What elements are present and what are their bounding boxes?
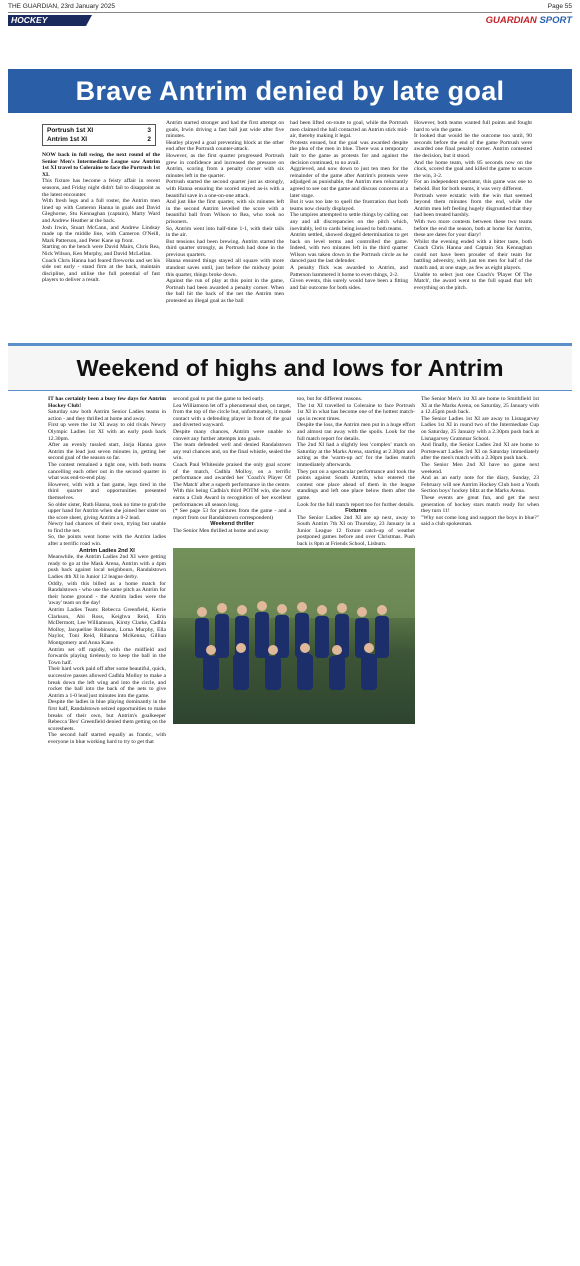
paragraph: This fixture has become a feisty affair in recent seasons, and Friday night didn't fail to disappoint as the latest encounter. — [42, 178, 160, 198]
paragraph: For an independent spectator, this game was one to behold. But for both teams, it was very different. — [414, 179, 532, 192]
paragraph: Coach Chris Hanna had feared fireworks and set his side out early - stand firm at the back, maintain discipline, and utilise the full potential of fast players to deliver a result. — [42, 257, 160, 284]
paragraph: However, as the first quarter progressed Portrush grew in confidence and increased the pressure on Antrim, scoring from a penalty corner with six minutes left in the quarter. — [166, 152, 284, 179]
scoreline-box — [42, 124, 156, 146]
paragraph: But it was too late to quell the frustration that both teams now clearly displayed. — [290, 199, 408, 212]
paragraph: second goal to put the game to bed early. — [173, 396, 265, 402]
subheading: Weekend thriller — [210, 521, 254, 528]
score-row-home — [47, 127, 151, 136]
paragraph: Coach Paul Whiteside praised the only goal scorer of the match, Cadhla Molloy, on a terrific performance and awarded her 'Coach's Player Of The Match' after a superb performance in the centre. — [173, 461, 291, 488]
headline-2: Weekend of highs and lows for Antrim — [8, 343, 572, 391]
story2-column-2 — [173, 396, 291, 546]
paragraph: Oddly, with this billed as a home match for Randalstown - who use the same pitch as Antrim for their home ground - the Antrim ladies were the 'away' team on the day! — [48, 580, 166, 607]
section-bar — [8, 12, 572, 26]
paragraph: Antrim set off rapidly, with the midfield and forwards playing tirelessly to keep the ball in the Town half. — [48, 646, 166, 666]
story2-column-1 — [48, 396, 166, 745]
paragraph: had been lifted on-route to goal, while the Portrush men claimed the ball contacted an Antrim stick mid-air, thereby making it legal. — [290, 120, 408, 140]
paper-date: THE GUARDIAN, 23rd January 2025 — [8, 3, 115, 10]
team-photo-figures — [173, 548, 415, 724]
story1-column-1 — [42, 152, 160, 338]
paragraph: The second half started equally as frantic, with everyone in blue working hard to try to get that — [48, 732, 166, 745]
paragraph: The Senior Men's 1st XI are home to Smithfield 1st XI at the Marks Arena, on Saturday, 25 January with a 12.45pm push back. — [421, 396, 539, 416]
paragraph: And the home team, with 85 seconds now on the clock, scored the goal and killed the game to secure the win, 3-2. — [414, 159, 532, 179]
paragraph: However, both teams wanted full points and fought hard to win the game. — [414, 120, 532, 133]
paragraph: The contest remained a tight one, with both teams cancelling each other out in the second quarter in what was end-to-end play. — [48, 461, 166, 482]
paragraph: Whilst the evening ended with a bitter taste, both Coach Chris Hanna and Captain Stu Kennaghan could not have been prouder of their team for battling adversity, with just ten men for half of the match and, at one stage, as few as eight players. — [414, 238, 532, 272]
paragraph: But tensions had been brewing. Antrim started the third quarter strongly, as Portrush had done in the previous quarters. — [166, 238, 284, 258]
paragraph: (* See page 53 for pictures from the game - and a report from our Randalstown correspondent) — [173, 508, 291, 521]
score-row-away — [47, 136, 151, 145]
paragraph: Against the run of play at this point in the game, Portrush had been awarded a penalty corner. When the ball hit the back of the net the Antrim men protested an illegal goal as the ball — [166, 278, 284, 305]
paragraph: Portrush started the second quarter just as strongly, with Hanna ensuring the scored stayed as-is with a beautiful save in a one-on-one attack. — [166, 179, 284, 199]
paragraph: Hanna ensured things stayed all square with more standout saves until, just before the midway point this quarter, things broke down. — [166, 258, 284, 278]
paragraph: Look for the full match report too for further details. — [297, 501, 415, 508]
paragraph: The Senior Men 2nd XI have no game next weekend. — [421, 461, 539, 475]
team-photo — [173, 548, 415, 1266]
paragraph: With fresh legs and a full roster, the Antrim men lined up with Cameron Hanna in goals and David Gleghorne, Stu Kennaghan (captain), Marty Ward and Andrew Heather at the back. — [42, 198, 160, 224]
paragraph: They put on a spectacular performance and took the points against South Antrim, who entered the contest one place ahead of them in the league standings and left one place below them after the game. — [297, 468, 415, 501]
paragraph: Portrush were ecstatic with the win that seemed beyond them minutes from the end, while the Antrim men left feeling hugely disgruntled that they had been treated harshly. — [414, 192, 532, 219]
brand-guardian: GUARDIAN — [485, 15, 537, 26]
score-team: Antrim 1st XI — [47, 135, 88, 143]
paragraph: Antrim started stronger and had the first attempt on goals, Irwin driving a fast ball just wide after five minutes. — [166, 120, 284, 140]
section-tag: HOCKEY — [8, 15, 86, 26]
subheading: Antrim Ladies 2nd XI — [79, 547, 135, 554]
paragraph: Newry had chances of their own, trying but unable to find the net. — [48, 521, 166, 534]
paragraph: However, with with a fast game, legs tired in the third quarter and opportunities presented themselves. — [48, 481, 166, 501]
brand-logo — [486, 15, 572, 26]
story1-column-3 — [290, 120, 408, 338]
paragraph: It looked that would be the outcome too until, 90 seconds before the end of the game Portrush were awarded one final penalty corner. Antrim contested the decision, but it stood. — [414, 133, 532, 159]
paragraph: Meanwhile, the Antrim Ladies 2nd XI were getting ready to go at the Mask Arena, Antrim with a 4pm push back against local neighbours, Randalstown Ladies 4th XI in Junior 12 league derby. — [48, 554, 166, 581]
paragraph: Heatley played a goal preventing block at the other end after the Portrush counter-attack. — [166, 139, 284, 153]
paragraph: So older sister, Ruth Hanna, took no time to grab the upper hand for Antrim when she joined her sister on the score sheet, giving Antrim a 0-2 lead. — [48, 501, 166, 521]
paragraph: Unable to select just one Coach's 'Player Of The Match', the award went to the full squad that left everything on the pitch. — [414, 271, 532, 291]
paragraph: Antrim settled, showed dogged determination to get back on level terms and controlled the game. Indeed, with two minutes left in the third quarter Wilson was taken down in the Portrush circle as he danced past the last defender. — [290, 232, 408, 265]
paragraph: So, the points went home with the Antrim ladies after a terrific road win. — [48, 534, 166, 548]
page-header — [8, 3, 572, 12]
score-value: 3 — [147, 127, 151, 134]
paragraph: The Senior Men thrilled at home and away — [173, 527, 269, 534]
paragraph: Lea Williamson let off a phenomenal shot, on target, from the top of the circle but, unfortunately, it made contact with a defending player in front of the goal and diverted wayward. — [173, 402, 291, 429]
paragraph: Protests ensued, but the goal was awarded despite the plea of the men in blue. There was a temporary halt to the game as protests for and against the decision continued, to no avail. — [290, 139, 408, 166]
paragraph: Saturday saw both Antrim Senior Ladies teams in action - and they thrilled at home and away. — [48, 409, 166, 422]
paragraph: The 1st XI travelled to Coleraine to face Portrush 1st XI in what has become one of the hottest match-ups in recent times. — [297, 402, 415, 422]
paragraph: After an evenly tussled start, Jorja Hanna gave Antrim the lead just seven minutes in, getting her second goal of the season so far. — [48, 442, 166, 462]
paragraph: First up were the 1st XI away to old rivals Newry Olympic Ladies 1st XI with an early push back 12.30pm. — [48, 422, 166, 442]
paragraph: The 2nd XI had a slightly less 'complex' match on Saturday at the Marks Arena, starting at 2.30pm and acting as the 'warm-up act' for the ladies match immediately afterwards. — [297, 442, 415, 468]
brand-sport: SPORT — [539, 15, 572, 26]
score-team: Portrush 1st XI — [47, 127, 94, 134]
paragraph: And finally, the Senior Ladies 2nd XI are home to Portstewart Ladies 3rd XI on Saturday immediately after the men's match with a 2.30pm push back. — [421, 442, 539, 462]
paragraph: Given events, this surely would have been a fitting and fair outcome for both sides. — [290, 278, 408, 291]
paragraph: A penalty flick was awarded to Antrim, and Patterson hammered it home to even things, 2-2. — [290, 265, 408, 278]
paragraph: Despite the ladies in blue playing dominantly in the first half, Randalstown seized opportunities to make breaks of their own, but Antrim's goalkeeper Rebecca 'Bex' Greenfield denied them getting on the scoresheets. — [48, 699, 166, 732]
paragraph: "Why not come long and support the boys in blue?" said a club spokesman. — [421, 514, 539, 528]
story1-column-4 — [414, 120, 532, 338]
subheading: Fixtures — [345, 508, 367, 515]
paragraph: Despite many chances, Antrim were unable to convert any further attempts into goals. — [173, 428, 291, 442]
paragraph: The umpires attempted to settle things by calling out any and all discrepancies on the pitch which, inevitably, led to cards being issued to both teams. — [290, 212, 408, 232]
paragraph: Aggrieved, and now down to just ten men for the remainder of the game after Antrim's protests were adjudged as punishable, the Antrim men reluctantly agreed to see out the game and discuss concerns at a later stage. — [290, 166, 408, 199]
paragraph: Josh Irwin, Stuart McCann, and Andrew Lindsay made up the middle line, with Cameron O'Neill, Mark Patterson, and Peter Kane up front. — [42, 224, 160, 244]
story1-column-2 — [166, 120, 284, 338]
paragraph: And just like the first quarter, with six minutes left in the second Antrim levelled the score with a beautiful ball from Wilson to Rea, who took no prisoners. — [166, 199, 284, 225]
paragraph: The Senior Ladies 1st XI are away to Lisnagarvey Ladies 1st XI in round two of the Intermediate Cup on Saturday, 25 January with a 2.30pm push back at Lisnagarvey Grammar School. — [421, 415, 539, 442]
story2-column-4 — [421, 396, 539, 546]
paragraph: Antrim Ladies Team: Rebecca Greenfield, Kerrie Clarkson, Abi Ross, Keighva Reid, Erin McDermott, Lee Williamson, Kirsty Clarke, Cadhla Molloy, Jacqueline Robinson, Lorna Murphy, Ella Naylor, Toni Reid, Rihanna McKenna, Gillian Montgomery and Anna Kane. — [48, 607, 166, 646]
headline-1: Brave Antrim denied by late goal — [8, 69, 572, 113]
paragraph: So, Antrim went into half-time 1-1, with their tails in the air. — [166, 225, 284, 239]
paragraph: Starting on the bench were David Mairs, Chris Rea, Nick Wilson, Ken Murphy, and David McLellan. — [42, 244, 160, 257]
photo-caption: Antrim 2nd XI celebrate win over Randalstown. — [185, 1260, 310, 1266]
story2-column-3 — [297, 396, 415, 546]
paragraph: And as an early note for the diary, Sunday, 23 February will see Antrim Hockey Club host a Youth Section boys' hockey blitz at the Marks Arena. — [421, 475, 539, 495]
paragraph: NOW back in full swing, the next round of the Senior Men's Intermediate League saw Antrim 1st XI travel to Coleraine to face the Portrush 1st XI. — [42, 152, 160, 178]
page-number: Page 55 — [547, 3, 572, 10]
paragraph: The Senior Ladies 2nd XI are up next, away to South Antrim 7th XI on Thursday, 23 January in a Junior League 12 fixture catch-up of weather postponed games before and over Christmas. Push back is 8pm at Friends School, Lisburn. — [297, 514, 415, 548]
paragraph: too, but for different reasons. — [297, 396, 363, 402]
paragraph: The team defended well and denied Randalstown any real chances and, on the final whistle, sealed the win. — [173, 442, 291, 462]
paragraph: With this being Cadhla's third POTM win, she now earns a Club Award in recognition of her excellent performances all season long. — [173, 488, 291, 508]
paragraph: Their hard work paid off after some beautiful, quick, successive passes allowed Cadhla Molloy to make a break down the left wing and into the circle, and rocket the ball into the back of the nets to give Antrim a 1-0 lead just minutes into the game. — [48, 666, 166, 699]
score-value: 2 — [147, 135, 151, 143]
paragraph: Despite the loss, the Antrim men put in a huge effort and almost ran away with the spoils. Look for the full match report for details. — [297, 422, 415, 442]
paragraph: These events are great fun, and get the next generation of hockey stars match ready for when they turn 11! — [421, 494, 539, 515]
lead-paragraph: IT has certainly been a busy few days for Antrim Hockey Club! — [48, 396, 166, 409]
paragraph: With two more contests between these two teams before the end the season, both at home for Antrim, these are dates for your diary! — [414, 218, 532, 239]
